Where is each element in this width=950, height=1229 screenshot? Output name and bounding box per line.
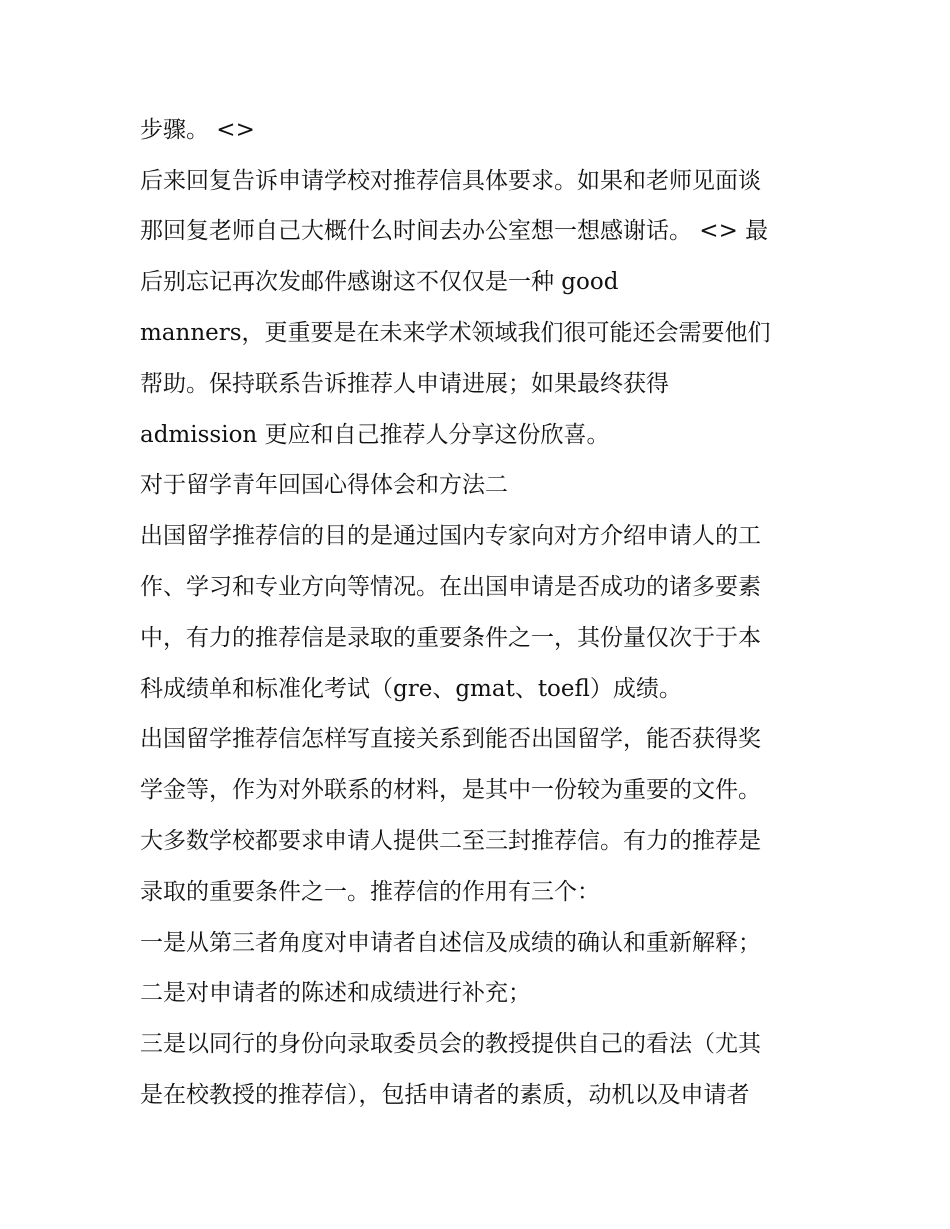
text-line: 一是从第三者角度对申请者自述信及成绩的确认和重新解释； xyxy=(140,930,761,956)
text-line: manners，更重要是在未来学术领域我们很可能还会需要他们 xyxy=(140,320,771,346)
text-line: 科成绩单和标准化考试（gre、gmat、toefl）成绩。 xyxy=(140,676,682,702)
text-line: admission 更应和自己推荐人分享这份欣喜。 xyxy=(140,422,610,448)
text-line: 后来回复告诉申请学校对推荐信具体要求。如果和老师见面谈 xyxy=(140,168,761,194)
text-line: 那回复老师自己大概什么时间去办公室想一想感谢话。 <> 最 xyxy=(140,218,769,244)
text-line: 二是对申请者的陈述和成绩进行补充； xyxy=(140,980,531,1006)
text-line: 步骤。 <> xyxy=(140,117,255,143)
text-line: 作、学习和专业方向等情况。在出国申请是否成功的诸多要素 xyxy=(140,574,761,600)
text-line: 是在校教授的推荐信），包括申请者的素质，动机以及申请者 xyxy=(140,1082,750,1108)
text-line: 学金等，作为对外联系的材料，是其中一份较为重要的文件。 xyxy=(140,777,761,803)
text-line: 帮助。保持联系告诉推荐人申请进展；如果最终获得 xyxy=(140,371,669,397)
text-line: 录取的重要条件之一。推荐信的作用有三个： xyxy=(140,879,600,905)
text-line: 出国留学推荐信怎样写直接关系到能否出国留学，能否获得奖 xyxy=(140,726,761,752)
text-line: 三是以同行的身份向录取委员会的教授提供自己的看法（尤其 xyxy=(140,1031,761,1057)
text-line: 后别忘记再次发邮件感谢这不仅仅是一种 good xyxy=(140,269,619,295)
text-line: 大多数学校都要求申请人提供二至三封推荐信。有力的推荐是 xyxy=(140,828,761,854)
text-line: 中，有力的推荐信是录取的重要条件之一，其份量仅次于于本 xyxy=(140,625,761,651)
text-line: 出国留学推荐信的目的是通过国内专家向对方介绍申请人的工 xyxy=(140,523,761,549)
section-heading: 对于留学青年回国心得体会和方法二 xyxy=(140,472,508,498)
